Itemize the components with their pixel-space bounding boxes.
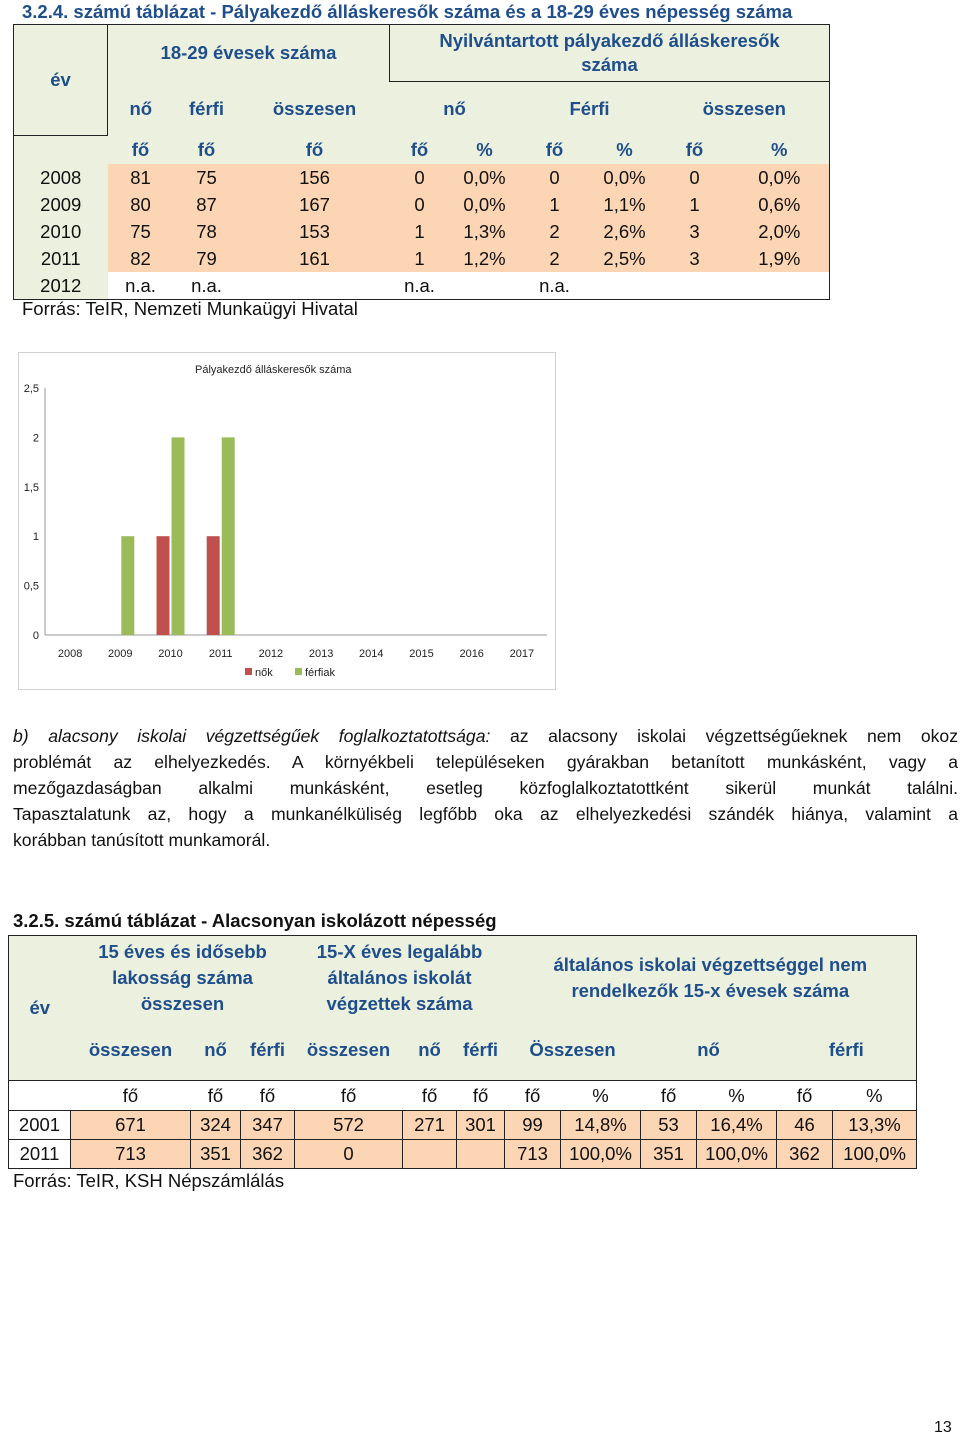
paragraph-line [13,801,958,827]
t1-unit: % [450,136,520,165]
t2-row [9,1111,917,1140]
t2-header-ev: év [9,936,71,1081]
t2-unit: % [833,1081,917,1111]
t1-unit: fő [660,136,730,165]
t2-unit: fő [241,1081,295,1111]
t1-cell: 3 [660,245,730,272]
t1-cell-year: 2010 [14,218,108,245]
t1-cell: 1 [520,191,590,218]
x-tick-label: 2014 [359,648,384,660]
t1-cell: n.a. [108,272,174,300]
t1-unit: fő [108,136,174,165]
t1-cell: 1,9% [730,245,830,272]
t1-cell: n.a. [520,272,590,300]
t1-cell: 0 [390,191,450,218]
x-tick-label: 2009 [108,648,133,660]
bar-férfiak [222,437,235,635]
t1-sub-header: összesen [240,82,390,136]
t1-cell: 75 [174,164,240,191]
t1-cell [730,272,830,300]
t2-cell: 572 [295,1111,403,1140]
t2-unit: fő [641,1081,697,1111]
t1-cell: n.a. [390,272,450,300]
t2-cell: 16,4% [697,1111,777,1140]
t2-sub-header: összesen [71,1020,191,1081]
t2-cell: 13,3% [833,1111,917,1140]
t1-cell: 0,0% [450,164,520,191]
t1-cell: 0,6% [730,191,830,218]
t1-cell: 0 [520,164,590,191]
t1-unit: % [730,136,830,165]
t1-row [14,191,830,218]
x-tick-label: 2017 [509,648,535,660]
legend-swatch [295,668,302,675]
paragraph-line [13,827,958,853]
x-tick-label: 2012 [258,648,284,660]
t2-sub-header: férfi [777,1020,917,1081]
x-tick-label: 2013 [308,648,334,660]
paragraph-text: mezőgazdaságban alkalmi munkásként, esetleg közfoglalkoztatottként sikerül munkát találni. [13,778,958,798]
t2-cell: 271 [403,1111,457,1140]
y-tick-label: 1 [32,531,39,544]
t1-cell-year: 2009 [14,191,108,218]
table1-caption: 3.2.4. számú táblázat - Pályakezdő álláskeresők száma és a 18-29 éves népesség száma [22,1,793,22]
t2-unit: fő [457,1081,505,1111]
t2-cell: 301 [457,1111,505,1140]
t2-header-group2: 15-X éves legalább általános iskolát végzettek száma [295,936,505,1021]
t1-header-group1: 18-29 évesek száma [108,25,390,82]
body-paragraph [13,723,958,853]
t2-cell: 347 [241,1111,295,1140]
t2-cell: 324 [191,1111,241,1140]
t2-unit: fő [295,1081,403,1111]
t1-header-ev: év [14,25,108,136]
x-tick-label: 2008 [57,648,83,660]
t2-cell: 362 [777,1140,833,1169]
t2-cell: 713 [505,1140,561,1169]
x-tick-label: 2010 [158,648,183,660]
t2-cell: 362 [241,1140,295,1169]
t2-unit: % [697,1081,777,1111]
t2-unit: fő [71,1081,191,1111]
t1-cell: 2 [520,218,590,245]
legend-swatch [245,668,252,675]
t1-sub-header: nő [108,82,174,136]
t2-unit: fő [777,1081,833,1111]
t2-header-group3: általános iskolai végzettséggel nem rendelkezők 15-x évesek száma [505,936,917,1021]
t2-sub-header: nő [191,1020,241,1081]
chart-frame [18,352,556,690]
t1-cell: 82 [108,245,174,272]
t2-unit: % [561,1081,641,1111]
legend-label: nők [255,667,273,679]
t2-cell [457,1140,505,1169]
y-tick-label: 0,5 [23,580,39,593]
t2-cell: 53 [641,1111,697,1140]
t1-sub-header: férfi [174,82,240,136]
t1-cell: 0 [660,164,730,191]
t1-cell: 0 [390,164,450,191]
page-number: 13 [934,1419,952,1436]
t2-sub-header: összesen [295,1020,403,1081]
t1-sub-header: nő [390,82,520,136]
t1-row [14,164,830,191]
paragraph-lead: b) alacsony iskolai végzettségűek foglalkoztatottsága: [13,726,491,746]
paragraph-line [13,775,958,801]
t2-sub-header: nő [403,1020,457,1081]
table2-source: Forrás: TeIR, KSH Népszámlálás [13,1170,285,1191]
t1-cell: 81 [108,164,174,191]
t1-unit: fő [520,136,590,165]
table2-caption: 3.2.5. számú táblázat - Alacsonyan iskolázott népesség [13,910,497,931]
t1-cell: 153 [240,218,390,245]
t1-cell: 1,1% [590,191,660,218]
t1-sub-header: Férfi [520,82,660,136]
t1-cell: 2 [520,245,590,272]
t1-cell: 1,2% [450,245,520,272]
t1-cell: 1 [390,245,450,272]
y-tick-label: 2,5 [23,383,39,395]
t1-unit: fő [390,136,450,165]
t1-cell: 1,3% [450,218,520,245]
bar-nők [207,536,220,635]
t1-cell: 1 [660,191,730,218]
t1-unit: % [590,136,660,165]
t1-cell-year: 2011 [14,245,108,272]
t2-cell: 100,0% [561,1140,641,1169]
t2-cell [403,1140,457,1169]
t2-cell: 351 [641,1140,697,1169]
t1-cell: 1 [390,218,450,245]
t2-sub-header: férfi [241,1020,295,1081]
t1-cell: 87 [174,191,240,218]
t1-row [14,218,830,245]
t1-unit: fő [174,136,240,165]
y-tick-label: 2 [32,432,39,445]
t1-cell [450,272,520,300]
t2-unit: fő [505,1081,561,1111]
t1-cell: 75 [108,218,174,245]
t1-cell: 3 [660,218,730,245]
t1-row [14,272,830,300]
t1-header-group2: Nyilvántartott pályakezdő álláskeresők száma [390,25,830,82]
t2-unit: fő [191,1081,241,1111]
t2-cell: 351 [191,1140,241,1169]
table2 [8,935,917,1169]
t2-cell: 100,0% [833,1140,917,1169]
legend-label: férfiak [305,667,335,679]
bar-férfiak [121,536,134,635]
t2-cell: 713 [71,1140,191,1169]
t1-cell: 80 [108,191,174,218]
t1-cell: 2,0% [730,218,830,245]
t2-cell-year: 2011 [9,1140,71,1169]
t2-cell: 99 [505,1111,561,1140]
t1-cell: 79 [174,245,240,272]
t2-unit: fő [403,1081,457,1111]
t1-cell: n.a. [174,272,240,300]
paragraph-text: korábban tanúsított munkamorál. [13,830,271,850]
x-tick-label: 2015 [409,648,434,660]
t1-unit: fő [240,136,390,165]
t2-cell: 0 [295,1140,403,1169]
t2-cell: 100,0% [697,1140,777,1169]
chart-title: Pályakezdő álláskeresők száma [195,364,352,376]
t2-sub-header: nő [641,1020,777,1081]
paragraph-text: az alacsony iskolai végzettségűeknek nem okoz [490,726,958,746]
t1-cell: 167 [240,191,390,218]
x-tick-label: 2016 [459,648,484,660]
t1-cell: 0,0% [590,164,660,191]
y-tick-label: 0 [32,630,39,642]
t1-cell [660,272,730,300]
x-tick-label: 2011 [208,648,233,660]
t2-cell: 46 [777,1111,833,1140]
t1-cell: 0,0% [450,191,520,218]
paragraph-line [13,723,958,749]
t2-cell: 14,8% [561,1111,641,1140]
t2-row [9,1140,917,1169]
t1-row [14,245,830,272]
t2-sub-header: Összesen [505,1020,641,1081]
table1 [13,24,830,300]
bar-férfiak [172,437,185,635]
t2-cell-year: 2001 [9,1111,71,1140]
t1-sub-header: összesen [660,82,830,136]
paragraph-line [13,749,958,775]
t1-cell: 2,6% [590,218,660,245]
paragraph-text: problémát az elhelyezkedés. A környékbeli településeken gyárakban betanított munkásként, vagy a [13,752,958,772]
t1-cell: 78 [174,218,240,245]
t1-cell [240,272,390,300]
t1-cell-year: 2012 [14,272,108,300]
t2-sub-header: férfi [457,1020,505,1081]
t1-cell: 161 [240,245,390,272]
table1-source: Forrás: TeIR, Nemzeti Munkaügyi Hivatal [22,298,358,319]
bar-chart [19,353,555,689]
t1-cell: 156 [240,164,390,191]
t1-cell-year: 2008 [14,164,108,191]
t1-cell: 0,0% [730,164,830,191]
bar-nők [157,536,170,635]
t1-cell [590,272,660,300]
t1-cell: 2,5% [590,245,660,272]
y-tick-label: 1,5 [23,481,39,494]
t2-header-group1: 15 éves és idősebb lakosság száma összesen [71,936,295,1021]
t2-cell: 671 [71,1111,191,1140]
paragraph-text: Tapasztalatunk az, hogy a munkanélküliség legfőbb oka az elhelyezkedési szándék hiánya, valamint a [13,804,958,824]
